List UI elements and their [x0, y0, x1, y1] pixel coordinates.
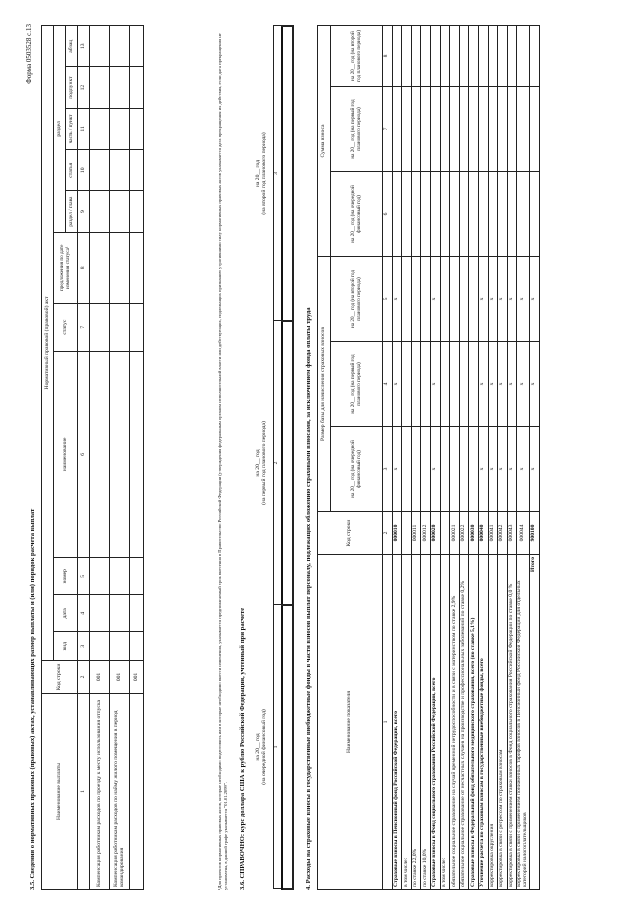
table-row: [488, 26, 498, 890]
base-cell: x: [430, 342, 440, 427]
section-4-title: 4. Расходы на страховые взносы в государственные внебюджетные фонды в части взносов выплат персоналу, подлежащих обложению страховыми взносами, за исключением фонда оплаты труда: [305, 307, 312, 890]
usd-rate-table: [251, 25, 294, 890]
rate-value-1: [282, 605, 293, 889]
table-row: [130, 26, 144, 890]
th-base-year-1: на 20__ год (на очередной финансовый год): [331, 427, 383, 512]
table-row: [411, 26, 421, 890]
sum-cell: [478, 87, 488, 172]
base-cell: x: [530, 342, 540, 427]
sum-cell: [430, 26, 440, 87]
th-base-year-2: на 20__ год (на первый год планового периода): [331, 342, 383, 427]
sum-cell: [507, 87, 517, 172]
th-sum-year-3: на 20__ год (на второй год планового периода): [331, 26, 383, 87]
rate-value-2: [282, 321, 293, 605]
base-cell: x: [478, 427, 488, 512]
row-code: 000010: [392, 512, 402, 555]
rate-year-3-desc: (на второй год планового периода): [260, 132, 267, 215]
col-num: 2: [78, 661, 90, 694]
table-row: [469, 26, 479, 890]
row-code: 001: [90, 661, 110, 694]
table-row: [90, 26, 110, 890]
row-code: [440, 512, 450, 555]
sum-cell: [469, 26, 479, 87]
row-code: 000043: [507, 512, 517, 555]
sum-cell: [440, 26, 450, 87]
col-num: 9: [78, 191, 90, 232]
form-reference: Форма 0503528 с.13: [25, 24, 33, 84]
base-cell: x: [507, 427, 517, 512]
table-row: [440, 26, 450, 890]
sum-cell: [530, 87, 540, 172]
section-3-5-title: 3.5. Сведения о нормативных правовых (правовых) актах, устанавливающих размер выплаты и (или) порядок расчета выплат: [29, 508, 36, 890]
sum-cell: [488, 26, 498, 87]
sum-cell: [488, 172, 498, 257]
sum-cell: [459, 26, 469, 87]
sum-cell: [440, 172, 450, 257]
base-cell: x: [507, 342, 517, 427]
base-cell: x: [498, 342, 508, 427]
col-num: 4: [383, 342, 393, 427]
th-base: Размер базы для начисления страховых взносов: [318, 257, 331, 512]
col-num: 8: [383, 26, 393, 87]
base-cell: [469, 427, 479, 512]
row-code: 000012: [421, 512, 431, 555]
table-row: [530, 26, 540, 890]
th-sum-year-1: на 20__ год (на очередной финансовый год): [331, 172, 383, 257]
indicator-name: корректировка в связи с применением ставки взносов в Фонд социального страхования Российской Федерации по ставке 0,0 %: [507, 555, 517, 890]
col-num: 13: [78, 26, 90, 67]
base-cell: [459, 257, 469, 342]
indicator-name: по ставке 10,0%: [421, 555, 431, 890]
base-cell: x: [517, 427, 530, 512]
th-razdel-group: раздел: [54, 26, 66, 233]
table-row: [459, 26, 469, 890]
insurance-rows: [392, 26, 539, 890]
th-podpunkt: подпункт: [66, 67, 78, 108]
sum-cell: [421, 26, 431, 87]
base-cell: x: [392, 257, 402, 342]
col-num: 3: [273, 26, 282, 321]
table-row: [421, 26, 431, 890]
th-indicator-name: Наименование показателя: [318, 555, 383, 890]
base-cell: x: [488, 342, 498, 427]
th-sum-year-2: на 20__ год (на первый год планового периода): [331, 87, 383, 172]
base-cell: [459, 342, 469, 427]
section-3-6-title: 3.6. СПРАВОЧНО: курс доллара США к рублю Российской Федерации, учтенный при расчете: [239, 607, 246, 890]
indicator-name: Уточнение расчета по страховым взносам в государственные внебюджетные фонды, всего: [478, 555, 488, 890]
base-cell: [450, 427, 460, 512]
insurance-contributions-table: [317, 25, 540, 890]
row-code: 000040: [478, 512, 488, 555]
sum-cell: [507, 172, 517, 257]
sum-cell: [392, 26, 402, 87]
th-title: наименование: [54, 351, 78, 558]
base-cell: x: [498, 427, 508, 512]
th-npa: Нормативный правовой (правовой) акт: [42, 26, 54, 661]
col-num: 4: [78, 595, 90, 632]
th-row-code: Код строки: [318, 512, 383, 555]
rate-col-2-header: [251, 321, 273, 605]
sum-cell: [411, 87, 421, 172]
col-num: 10: [78, 150, 90, 191]
sum-cell: [530, 172, 540, 257]
indicator-name: в том числе:: [440, 555, 450, 890]
sum-cell: [517, 172, 530, 257]
sum-cell: [498, 26, 508, 87]
rotated-form: [25, 20, 615, 890]
base-cell: [459, 427, 469, 512]
sum-cell: [402, 26, 412, 87]
base-cell: [402, 427, 412, 512]
col-num: 1: [78, 693, 90, 889]
base-cell: [421, 257, 431, 342]
sum-cell: [469, 87, 479, 172]
base-cell: [450, 257, 460, 342]
base-cell: x: [507, 257, 517, 342]
sum-cell: [402, 172, 412, 257]
sum-cell: [440, 87, 450, 172]
base-cell: [421, 342, 431, 427]
row-code: 000021: [450, 512, 460, 555]
base-cell: x: [478, 257, 488, 342]
base-cell: [411, 342, 421, 427]
sum-cell: [402, 87, 412, 172]
col-num: 6: [383, 172, 393, 257]
sum-cell: [430, 87, 440, 172]
sum-cell: [411, 172, 421, 257]
table-row: [402, 26, 412, 890]
indicator-name: Страховые взносы в Федеральный фонд обязательного медицинского страхования, всего (по ставке 5,1%): [469, 555, 479, 890]
row-code: 000030: [469, 512, 479, 555]
sum-cell: [459, 87, 469, 172]
base-cell: [402, 342, 412, 427]
base-cell: x: [530, 427, 540, 512]
col-num: 8: [78, 232, 90, 303]
base-cell: [411, 427, 421, 512]
sum-cell: [459, 172, 469, 257]
row-code: 000020: [430, 512, 440, 555]
rate-year-1: на 20__ год: [254, 733, 261, 761]
base-cell: x: [392, 427, 402, 512]
sum-cell: [478, 26, 488, 87]
row-code: 000044: [517, 512, 530, 555]
base-cell: x: [392, 342, 402, 427]
col-num: 3: [78, 632, 90, 661]
rate-year-2: на 20__ год: [254, 449, 261, 477]
payment-name: [130, 693, 144, 889]
row-code: 000022: [459, 512, 469, 555]
col-num: 5: [383, 257, 393, 342]
col-num: 7: [78, 303, 90, 351]
indicator-name: корректировка в связи с применением пониженных тарифов взносов в Пенсионный фонд Российской Федерации для отдельных категорий налогоплательщиков: [517, 555, 530, 890]
payment-name: Компенсация работникам расходов по проезду к месту использования отпуска: [90, 693, 110, 889]
sum-cell: [392, 87, 402, 172]
sum-cell: [517, 26, 530, 87]
base-cell: [440, 427, 450, 512]
sum-cell: [421, 87, 431, 172]
row-code: 000042: [498, 512, 508, 555]
col-num: 2: [383, 512, 393, 555]
indicator-name: обязательное социальное страхование на случай временной нетрудоспособности и в связи с материнством по ставке 2,9%: [450, 555, 460, 890]
th-proposal: предложения по дате изменения статуса¹: [54, 232, 78, 303]
rate-col-3-header: [251, 26, 273, 321]
base-cell: x: [498, 257, 508, 342]
base-cell: x: [430, 257, 440, 342]
indicator-name: обязательное социальное страхование от несчастных случаев на производстве и профессиональных заболеваний по ставке 0,2%: [459, 555, 469, 890]
row-code: 001: [110, 661, 130, 694]
indicator-name: Страховые взносы в Фонд социального страхования Российской Федерации, всего: [430, 555, 440, 890]
rate-year-2-desc: (на первый год планового периода): [260, 421, 267, 505]
table-row: [430, 26, 440, 890]
sum-cell: [517, 87, 530, 172]
col-num: 2: [273, 321, 282, 605]
table-row: [110, 26, 130, 890]
table-row: [392, 26, 402, 890]
base-cell: [450, 342, 460, 427]
th-abzac: абзац: [66, 26, 78, 67]
row-code: 000011: [411, 512, 421, 555]
sum-cell: [450, 172, 460, 257]
footnote: ¹Для проектов нормативных правовых актов, которые необходимо подготовить или в которые необходимо внести изменения, указывается предполагаемый срок внесения в Правительство Российской Федерации (утверждения федеральным органом исполнительной власти или действующих, подлежащих признанию утратившими силу нормативных правовых актов указывается дата прекращения их действия, если дата прекращения не установлена, в данной графе указывается "01.01.2099".: [217, 33, 228, 890]
base-cell: [402, 257, 412, 342]
indicator-name: корректировка округления: [488, 555, 498, 890]
base-cell: [411, 257, 421, 342]
indicator-name: корректировка в связи с регрессом по страховым взносам: [498, 555, 508, 890]
col-num: 1: [273, 605, 282, 889]
sum-cell: [488, 87, 498, 172]
base-cell: x: [488, 257, 498, 342]
base-cell: x: [478, 342, 488, 427]
th-sum: Сумма взноса: [318, 26, 331, 257]
th-row-code: Код строки: [42, 661, 78, 694]
th-statya: статья: [66, 150, 78, 191]
sum-cell: [498, 172, 508, 257]
rate-col-1-header: [251, 605, 273, 889]
sum-cell: [450, 87, 460, 172]
table-row: [498, 26, 508, 890]
table-row: [517, 26, 530, 890]
sum-cell: [498, 87, 508, 172]
rate-year-1-desc: (на очередной финансовый год): [260, 709, 267, 785]
th-number: номер: [54, 558, 78, 595]
col-num: 3: [383, 427, 393, 512]
base-cell: x: [517, 257, 530, 342]
sum-cell: [530, 26, 540, 87]
col-num: 1: [383, 555, 393, 890]
row-code: 000041: [488, 512, 498, 555]
indicator-name: по ставке 22,0%: [411, 555, 421, 890]
indicator-name: Итого: [530, 555, 540, 890]
th-chast: часть / пункт: [66, 108, 78, 149]
sum-cell: [507, 26, 517, 87]
sum-cell: [478, 172, 488, 257]
base-cell: x: [488, 427, 498, 512]
sum-cell: [450, 26, 460, 87]
sum-cell: [411, 26, 421, 87]
payment-name: Компенсация работникам расходов по найму жилого помещения в период командирования: [110, 693, 130, 889]
th-date: дата: [54, 595, 78, 632]
th-status: статус: [54, 303, 78, 351]
th-vid: вид: [54, 632, 78, 661]
base-cell: x: [430, 427, 440, 512]
row-code: 001: [130, 661, 144, 694]
col-num: 7: [383, 87, 393, 172]
sum-cell: [469, 172, 479, 257]
base-cell: [440, 257, 450, 342]
sum-cell: [392, 172, 402, 257]
sum-cell: [430, 172, 440, 257]
table-row: [478, 26, 488, 890]
th-razdel: раздел / глава: [66, 191, 78, 232]
indicator-name: Страховые взносы в Пенсионный фонд Российской Федерации, всего: [392, 555, 402, 890]
sum-cell: [421, 172, 431, 257]
col-num: 5: [78, 558, 90, 595]
table-row: [450, 26, 460, 890]
base-cell: x: [517, 342, 530, 427]
base-cell: [421, 427, 431, 512]
row-code: 900100: [530, 512, 540, 555]
th-base-year-3: на 20__ год (на второй год планового периода): [331, 257, 383, 342]
rate-year-3: на 20__ год: [254, 159, 261, 188]
col-num: 12: [78, 67, 90, 108]
col-num: 11: [78, 108, 90, 149]
th-payment-name: Наименование выплаты: [42, 693, 78, 889]
base-cell: [469, 257, 479, 342]
indicator-name: в том числе:: [402, 555, 412, 890]
col-num: 6: [78, 351, 90, 558]
regulatory-acts-table: [41, 25, 144, 890]
base-cell: [469, 342, 479, 427]
rate-value-3: [282, 26, 293, 321]
base-cell: [440, 342, 450, 427]
base-cell: x: [530, 257, 540, 342]
row-code: [402, 512, 412, 555]
